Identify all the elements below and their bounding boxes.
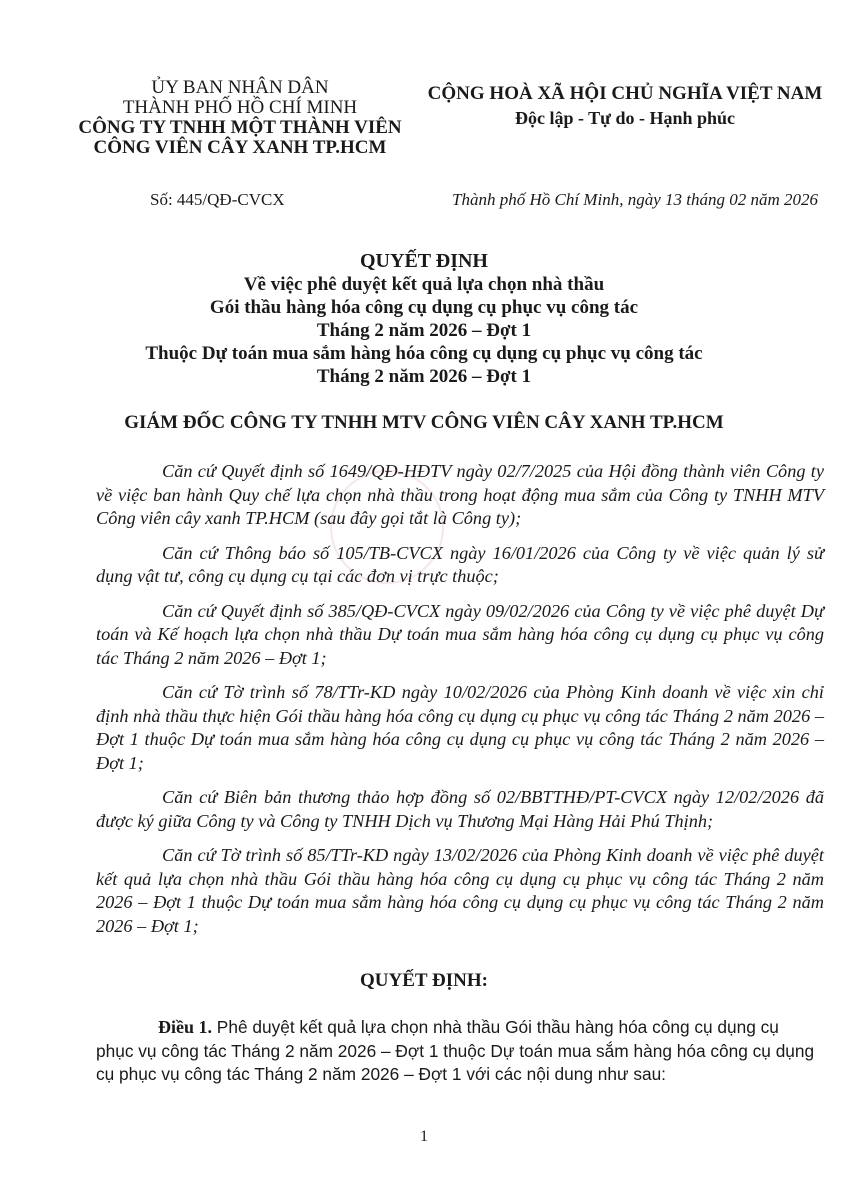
article-1-lead: Điều 1.: [158, 1017, 212, 1037]
page-number: 1: [420, 1128, 428, 1145]
place-date: Thành phố Hồ Chí Minh, ngày 13 tháng 02 năm 2026: [452, 190, 818, 209]
title-line-2: Gói thầu hàng hóa công cụ dụng cụ phục vụ công tác: [209, 297, 639, 318]
title-main: QUYẾT ĐỊNH: [360, 250, 488, 272]
decide-heading: QUYẾT ĐỊNH:: [360, 970, 488, 991]
article-1: [96, 1016, 816, 1087]
legal-basis-paragraph: Căn cứ Tờ trình số 85/TTr-KD ngày 13/02/2026 của Phòng Kinh doanh về việc phê duyệt kết quả lựa chọn nhà thầu Gói thầu hàng hóa công cụ dụng cụ phục vụ công tác Tháng 2 năm 2026 – Đợt 1 thuộc Dự toán mua sắm hàng hóa công cụ dụng cụ phục vụ công tác Tháng 2 năm 2026 – Đợt 1;: [96, 845, 824, 936]
issuing-authority: GIÁM ĐỐC CÔNG TY TNHH MTV CÔNG VIÊN CÂY XANH TP.HCM: [124, 412, 724, 433]
issuing-agency: [60, 78, 420, 158]
legal-basis-paragraph: Căn cứ Tờ trình số 78/TTr-KD ngày 10/02/2026 của Phòng Kinh doanh về việc xin chỉ định nhà thầu thực hiện Gói thầu hàng hóa công cụ dụng cụ phục vụ công tác Tháng 2 năm 2026 – Đợt 1 thuộc Dự toán mua sắm hàng hóa công cụ dụng cụ phục vụ công tác Tháng 2 năm 2026 – Đợt 1;: [96, 682, 824, 773]
legal-bases: [96, 460, 824, 949]
agency-line-1: ỦY BAN NHÂN DÂN: [151, 77, 329, 98]
title-line-5: Tháng 2 năm 2026 – Đợt 1: [316, 366, 532, 387]
legal-basis-paragraph: Căn cứ Quyết định số 1649/QĐ-HĐTV ngày 02/7/2025 của Hội đồng thành viên Công ty về việc ban hành Quy chế lựa chọn nhà thầu trong hoạt động mua sắm của Công ty TNHH MTV Công viên cây xanh TP.HCM (sau đây gọi tắt là Công ty);: [96, 461, 824, 528]
legal-basis-paragraph: Căn cứ Thông báo số 105/TB-CVCX ngày 16/01/2026 của Công ty về việc quản lý sử dụng vật tư, công cụ dụng cụ tại các đơn vị trực thuộc;: [96, 542, 824, 586]
article-1-text: Phê duyệt kết quả lựa chọn nhà thầu Gói thầu hàng hóa công cụ dụng cụ phục vụ công tác Tháng 2 năm 2026 – Đợt 1 thuộc Dự toán mua sắm hàng hóa công cụ dụng cụ phục vụ công tác Tháng 2 năm 2026 – Đợt 1 với các nội dung như sau:: [96, 1017, 815, 1084]
agency-line-2: THÀNH PHỐ HỒ CHÍ MINH: [122, 97, 358, 118]
title-line-1: Về việc phê duyệt kết quả lựa chọn nhà thầu: [243, 274, 605, 295]
legal-basis-paragraph: Căn cứ Biên bản thương thảo hợp đồng số 02/BBTTHĐ/PT-CVCX ngày 12/02/2026 đã được ký giữa Công ty và Công ty TNHH Dịch vụ Thương Mại Hàng Hải Phú Thịnh;: [96, 787, 824, 831]
national-motto: Độc lập - Tự do - Hạnh phúc: [514, 108, 736, 128]
title-line-3: Tháng 2 năm 2026 – Đợt 1: [316, 320, 532, 341]
title-line-4: Thuộc Dự toán mua sắm hàng hóa công cụ dụng cụ phục vụ công tác: [145, 343, 703, 364]
nation-name: CỘNG HOÀ XÃ HỘI CHỦ NGHĨA VIỆT NAM: [427, 83, 823, 104]
legal-basis-paragraph: Căn cứ Quyết định số 385/QĐ-CVCX ngày 09/02/2026 của Công ty về việc phê duyệt Dự toán và Kế hoạch lựa chọn nhà thầu Dự toán mua sắm hàng hóa công cụ dụng cụ phục vụ công tác Tháng 2 năm 2026 – Đợt 1;: [96, 600, 824, 668]
agency-line-4: CÔNG VIÊN CÂY XANH TP.HCM: [93, 137, 387, 158]
document-number: Số: 445/QĐ-CVCX: [150, 190, 285, 209]
agency-line-3: CÔNG TY TNHH MỘT THÀNH VIÊN: [78, 117, 402, 138]
decision-title: [0, 250, 848, 388]
national-header: [420, 82, 830, 130]
